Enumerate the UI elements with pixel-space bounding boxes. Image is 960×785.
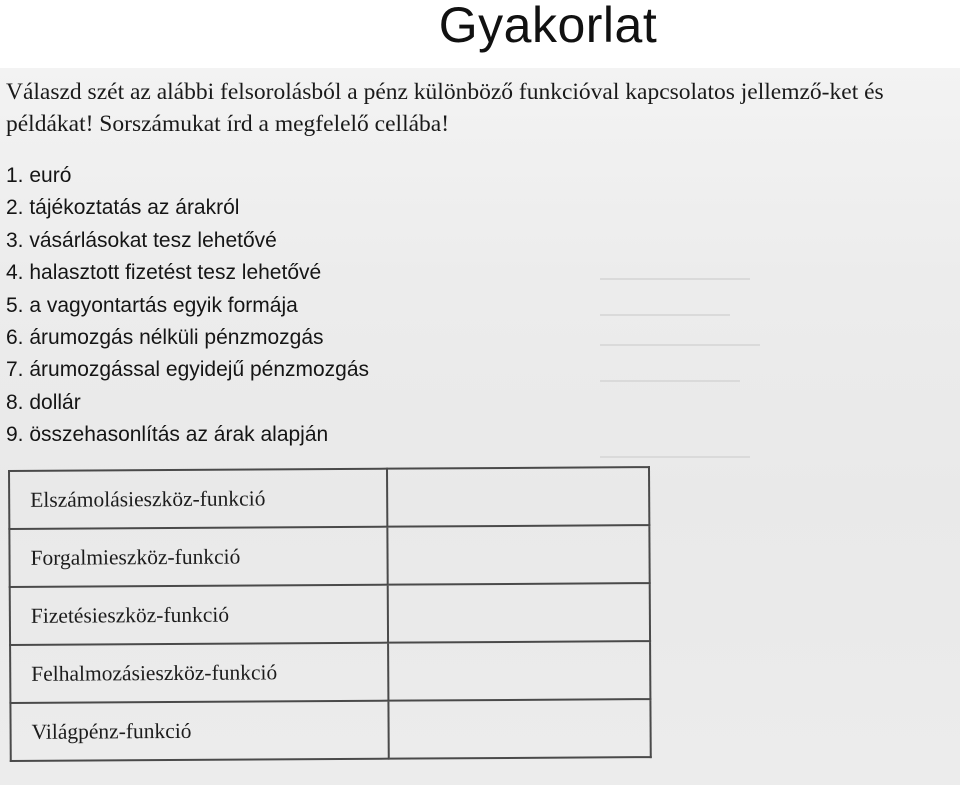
table-row [10,583,650,645]
table-row [9,525,649,587]
answer-cell[interactable] [388,641,650,701]
table-row [10,641,650,703]
list-item: 2. tájékoztatás az árakról [6,196,240,220]
bleed-through-line [600,278,750,280]
answer-cell[interactable] [389,699,651,759]
table-row [9,467,649,529]
list-item: 9. összehasonlítás az árak alapján [6,423,329,447]
function-label: Forgalmieszköz-funkció [9,527,388,587]
function-label: Világpénz-funkció [10,701,389,761]
answer-cell[interactable] [388,583,650,643]
bleed-through-line [600,344,760,346]
list-item: 5. a vagyontartás egyik formája [6,293,298,317]
answer-cell[interactable] [388,525,650,585]
list-item: 1. euró [6,164,72,187]
slide-title: Gyakorlat [438,0,658,53]
list-item: 4. halasztott fizetést tesz lehetővé [6,261,322,285]
exercise-instruction: Válaszd szét az alábbi felsorolásból a pénz különböző funkcióval kapcsolatos jellemző-ket és példákat! Sorszámukat írd a megfelelő cellába! [6,79,884,137]
list-item: 3. vásárlásokat tesz lehetővé [6,228,277,252]
list-item: 6. árumozgás nélküli pénzmozgás [6,326,324,350]
bleed-through-line [600,314,730,316]
list-item: 7. árumozgással egyidejű pénzmozgás [6,358,370,382]
function-label: Elszámolásieszköz-funkció [9,469,388,529]
answer-cell[interactable] [387,467,649,527]
function-label: Fizetésieszköz-funkció [10,585,389,645]
bleed-through-line [600,380,740,382]
scanned-worksheet [0,68,960,785]
function-label: Felhalmozásieszköz-funkció [10,643,389,703]
bleed-through-line [600,456,750,458]
table-row [10,699,650,761]
item-list [6,160,369,452]
list-item: 8. dollár [6,390,81,414]
function-table [8,466,652,762]
